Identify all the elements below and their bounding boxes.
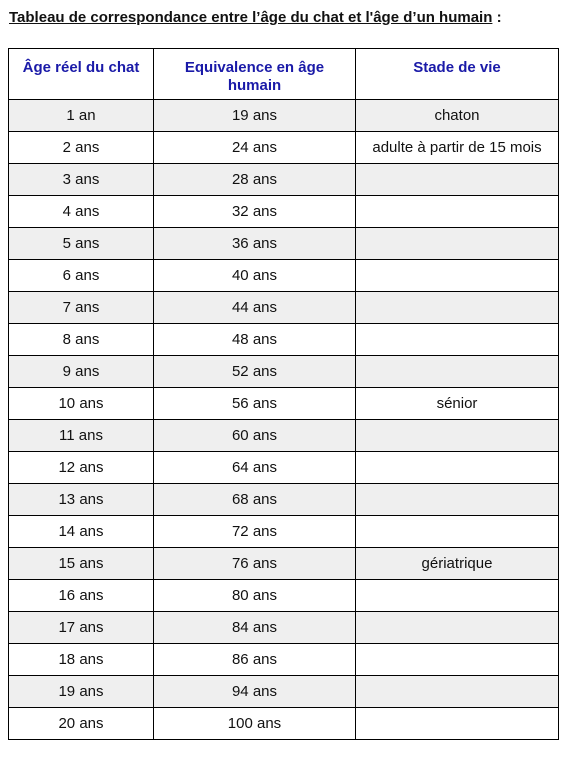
cell-human-age: 84 ans — [154, 612, 356, 644]
table-row — [9, 644, 559, 676]
table-row — [9, 356, 559, 388]
cell-human-age: 68 ans — [154, 484, 356, 516]
cell-human-age: 28 ans — [154, 164, 356, 196]
cell-real-age: 13 ans — [9, 484, 154, 516]
cell-life-stage — [356, 292, 559, 324]
header-life-stage: Stade de vie — [356, 49, 559, 100]
cell-real-age: 17 ans — [9, 612, 154, 644]
table-header-row — [9, 49, 559, 100]
cell-real-age: 4 ans — [9, 196, 154, 228]
cell-life-stage — [356, 516, 559, 548]
table-row — [9, 132, 559, 164]
header-human-equivalence: Equivalence en âge humain — [154, 49, 356, 100]
table-row — [9, 612, 559, 644]
table-row — [9, 228, 559, 260]
cell-real-age: 3 ans — [9, 164, 154, 196]
table-row — [9, 324, 559, 356]
cell-life-stage — [356, 644, 559, 676]
cell-human-age: 32 ans — [154, 196, 356, 228]
table-row — [9, 260, 559, 292]
cell-life-stage — [356, 580, 559, 612]
cell-life-stage: sénior — [356, 388, 559, 420]
cell-real-age: 16 ans — [9, 580, 154, 612]
table-body — [9, 100, 559, 740]
cell-life-stage — [356, 260, 559, 292]
cell-real-age: 20 ans — [9, 708, 154, 740]
cell-human-age: 40 ans — [154, 260, 356, 292]
cell-real-age: 9 ans — [9, 356, 154, 388]
cell-human-age: 72 ans — [154, 516, 356, 548]
cell-human-age: 86 ans — [154, 644, 356, 676]
cell-real-age: 15 ans — [9, 548, 154, 580]
table-row — [9, 516, 559, 548]
cell-human-age: 80 ans — [154, 580, 356, 612]
cell-real-age: 2 ans — [9, 132, 154, 164]
cell-human-age: 36 ans — [154, 228, 356, 260]
table-row — [9, 580, 559, 612]
cell-human-age: 60 ans — [154, 420, 356, 452]
table-row — [9, 164, 559, 196]
page-title-text: Tableau de correspondance entre l’âge du chat et l'âge d’un humain — [9, 9, 493, 26]
cell-life-stage — [356, 324, 559, 356]
cell-life-stage — [356, 708, 559, 740]
cell-real-age: 19 ans — [9, 676, 154, 708]
cell-life-stage — [356, 484, 559, 516]
cell-life-stage — [356, 452, 559, 484]
cell-human-age: 44 ans — [154, 292, 356, 324]
table-row — [9, 196, 559, 228]
table-row — [9, 420, 559, 452]
cell-real-age: 14 ans — [9, 516, 154, 548]
cell-life-stage — [356, 228, 559, 260]
table-row — [9, 484, 559, 516]
cell-human-age: 100 ans — [154, 708, 356, 740]
cell-life-stage — [356, 676, 559, 708]
table-row — [9, 100, 559, 132]
header-real-age: Âge réel du chat — [9, 49, 154, 100]
table-row — [9, 452, 559, 484]
cell-human-age: 76 ans — [154, 548, 356, 580]
cat-age-table — [8, 48, 559, 740]
table-row — [9, 548, 559, 580]
cell-real-age: 6 ans — [9, 260, 154, 292]
cell-real-age: 5 ans — [9, 228, 154, 260]
cell-real-age: 10 ans — [9, 388, 154, 420]
table-row — [9, 292, 559, 324]
cell-human-age: 52 ans — [154, 356, 356, 388]
cell-real-age: 12 ans — [9, 452, 154, 484]
table-row — [9, 708, 559, 740]
table-row — [9, 676, 559, 708]
cell-human-age: 94 ans — [154, 676, 356, 708]
page-title — [9, 9, 502, 27]
cell-human-age: 64 ans — [154, 452, 356, 484]
cell-life-stage: chaton — [356, 100, 559, 132]
cell-life-stage — [356, 196, 559, 228]
table-row — [9, 388, 559, 420]
cell-life-stage — [356, 612, 559, 644]
cell-life-stage — [356, 420, 559, 452]
cell-real-age: 11 ans — [9, 420, 154, 452]
cell-human-age: 56 ans — [154, 388, 356, 420]
cell-real-age: 8 ans — [9, 324, 154, 356]
cell-life-stage — [356, 356, 559, 388]
cell-human-age: 19 ans — [154, 100, 356, 132]
cell-real-age: 7 ans — [9, 292, 154, 324]
cell-human-age: 48 ans — [154, 324, 356, 356]
cell-real-age: 1 an — [9, 100, 154, 132]
cell-real-age: 18 ans — [9, 644, 154, 676]
cell-life-stage: gériatrique — [356, 548, 559, 580]
cell-human-age: 24 ans — [154, 132, 356, 164]
cell-life-stage — [356, 164, 559, 196]
cell-life-stage: adulte à partir de 15 mois — [356, 132, 559, 164]
page-title-colon: : — [492, 9, 502, 26]
